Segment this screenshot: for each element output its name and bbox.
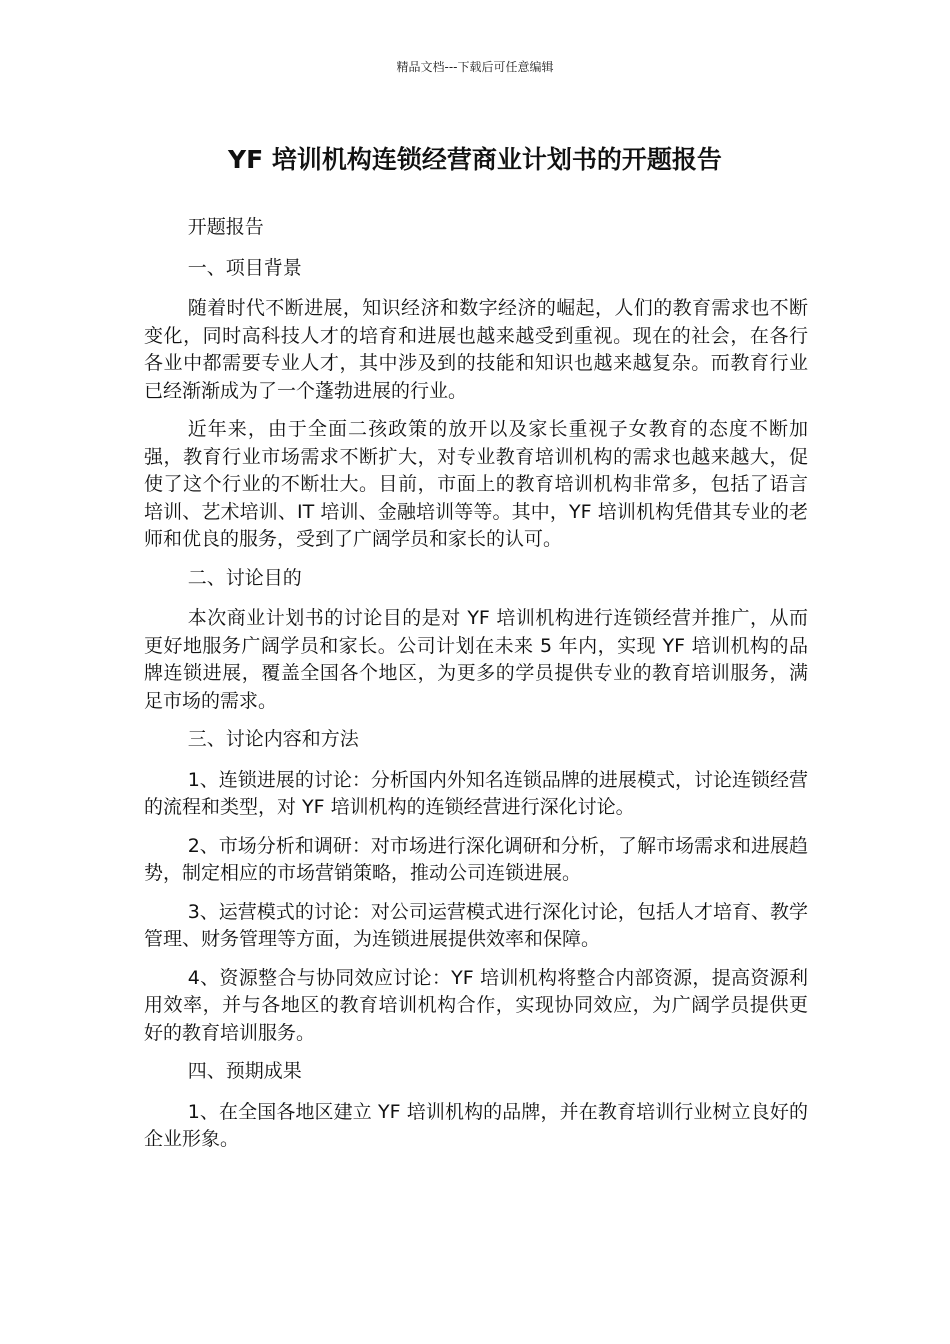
section-heading-background: 一、项目背景 — [187, 256, 302, 279]
paragraph-result-1: 1、在全国各地区建立 YF 培训机构的品牌，并在教育培训行业树立良好的企业形象。 — [144, 1100, 808, 1150]
section-heading-report: 开题报告 — [187, 216, 264, 238]
paragraph-method-1: 1、连锁进展的讨论：分析国内外知名连锁品牌的进展模式，讨论连锁经营的流程和类型，对 YF 培训机构的连锁经营进行深化讨论。 — [144, 768, 808, 818]
paragraph-background-1: 随着时代不断进展，知识经济和数字经济的崛起，人们的教育需求也不断变化，同时高科技人才的培育和进展也越来越受到重视。现在的社会，在各行各业中都需要专业人才，其中涉及到的技能和知识也越来越复杂。而教育行业已经渐渐成为了一个蓬勃进展的行业。 — [144, 297, 808, 402]
document-title: YF 培训机构连锁经营商业计划书的开题报告 — [228, 145, 722, 174]
section-heading-expected-results: 四、预期成果 — [187, 1060, 302, 1082]
section-heading-content-method: 三、讨论内容和方法 — [187, 728, 359, 750]
paragraph-purpose: 本次商业计划书的讨论目的是对 YF 培训机构进行连锁经营并推广，从而更好地服务广阔学员和家长。公司计划在未来 5 年内，实现 YF 培训机构的品牌连锁进展，覆盖全国各个地区，为更多的学员提供专业的教育培训服务，满足市场的需求。 — [144, 607, 808, 712]
paragraph-method-4: 4、资源整合与协同效应讨论：YF 培训机构将整合内部资源，提高资源利用效率，并与各地区的教育培训机构合作，实现协同效应，为广阔学员提供更好的教育培训服务。 — [144, 966, 808, 1044]
paragraph-background-2: 近年来，由于全面二孩政策的放开以及家长重视子女教育的态度不断加强，教育行业市场需求不断扩大，对专业教育培训机构的需求也越来越大，促使了这个行业的不断壮大。目前，市面上的教育培训机构非常多，包括了语言培训、艺术培训、IT 培训、金融培训等等。其中，YF 培训机构凭借其专业的老师和优良的服务，受到了广阔学员和家长的认可。 — [144, 418, 808, 550]
document-body — [144, 214, 808, 1165]
paragraph-method-3: 3、运营模式的讨论：对公司运营模式进行深化讨论，包括人才培育、教学管理、财务管理等方面，为连锁进展提供效率和保障。 — [144, 900, 808, 950]
section-heading-purpose: 二、讨论目的 — [187, 566, 302, 589]
page-header-note: 精品文档---下载后可任意编辑 — [396, 60, 554, 74]
paragraph-method-2: 2、市场分析和调研：对市场进行深化调研和分析，了解市场需求和进展趋势，制定相应的市场营销策略，推动公司连锁进展。 — [144, 834, 808, 884]
